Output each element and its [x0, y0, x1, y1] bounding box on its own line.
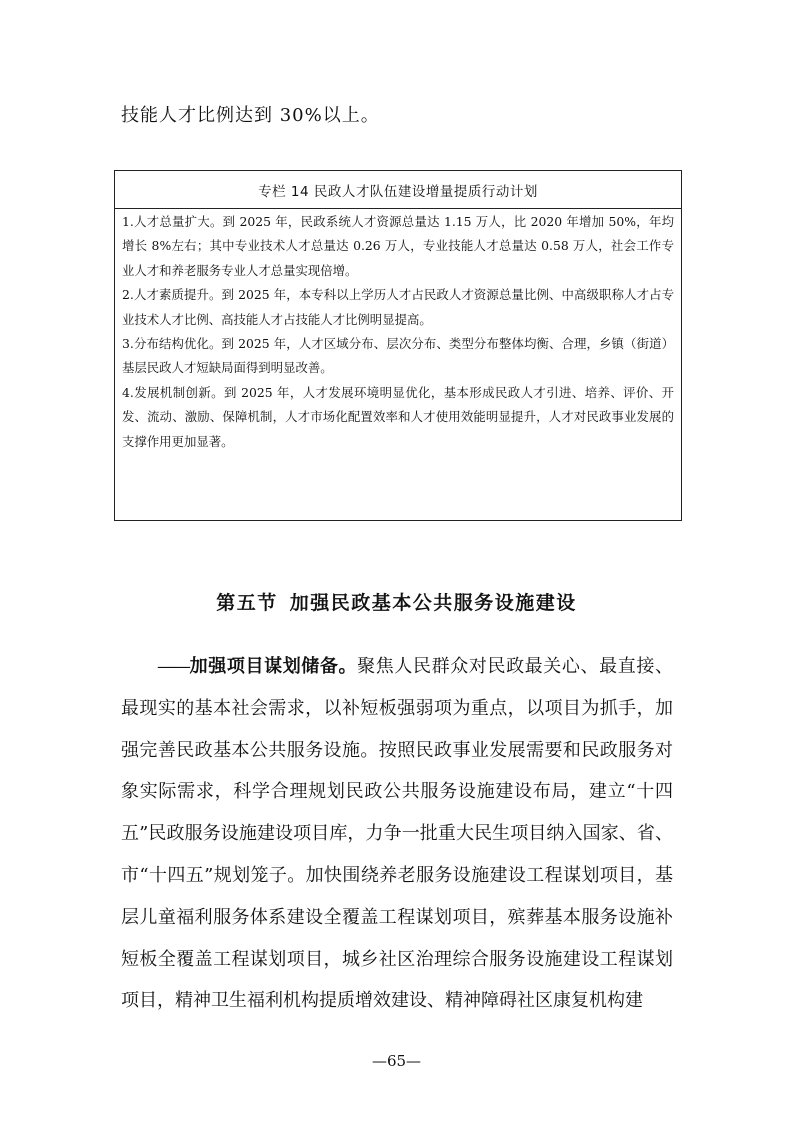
section-number: 第五节 [216, 592, 278, 614]
column-box-body [115, 209, 681, 454]
paragraph-lead: 加强项目谋划储备。 [189, 656, 358, 677]
section-heading [0, 588, 793, 615]
column-item-2: 2.人才素质提升。到 2025 年，本专科以上学历人才占民政人才资源总量比例、中高级职称人才占专业技术人才比例、高技能人才占技能人才比例明显提高。 [122, 287, 674, 327]
column-item-3: 3.分布结构优化。到 2025 年，人才区域分布、层次分布、类型分布整体均衡、合理，乡镇（街道）基层民政人才短缺局面得到明显改善。 [122, 336, 674, 376]
paragraph-dash: —— [157, 656, 189, 677]
column-item-1: 1.人才总量扩大。到 2025 年，民政系统人才资源总量达 1.15 万人，比 2020 年增加 50%，年均增长 8%左右；其中专业技术人才总量达 0.26 万人，专业技能人才总量达 0.58 万人，社会工作专业人才和养老服务专业人才总量实现倍增。 [122, 214, 674, 278]
body-paragraph [121, 646, 673, 1022]
section-title: 加强民政基本公共服务设施建设 [289, 592, 577, 614]
column-box-title: 专栏 14 民政人才队伍建设增量提质行动计划 [115, 171, 681, 209]
column-item-4: 4.发展机制创新。到 2025 年，人才发展环境明显优化，基本形成民政人才引进、培养、评价、开发、流动、激励、保障机制，人才市场化配置效率和人才使用效能明显提升，人才对民政事业发展的支撑作用更加显著。 [122, 384, 674, 449]
paragraph-body: 聚焦人民群众对民政最关心、最直接、最现实的基本社会需求，以补短板强弱项为重点，以项目为抓手，加强完善民政基本公共服务设施。按照民政事业发展需要和民政服务对象实际需求，科学合理规划民政公共服务设施建设布局，建立“十四五”民政服务设施建设项目库，力争一批重大民生项目纳入国家、省、市“十四五”规划笼子。加快围绕养老服务设施建设工程谋划项目，基层儿童福利服务体系建设全覆盖工程谋划项目，殡葬基本服务设施补短板全覆盖工程谋划项目，城乡社区治理综合服务设施建设工程谋划项目，精神卫生福利机构提质增效建设、精神障碍社区康复机构建 [121, 656, 674, 1012]
page-number: —65— [371, 1052, 422, 1070]
column-box [114, 170, 682, 521]
intro-line: 技能人才比例达到 30%以上。 [121, 105, 380, 126]
